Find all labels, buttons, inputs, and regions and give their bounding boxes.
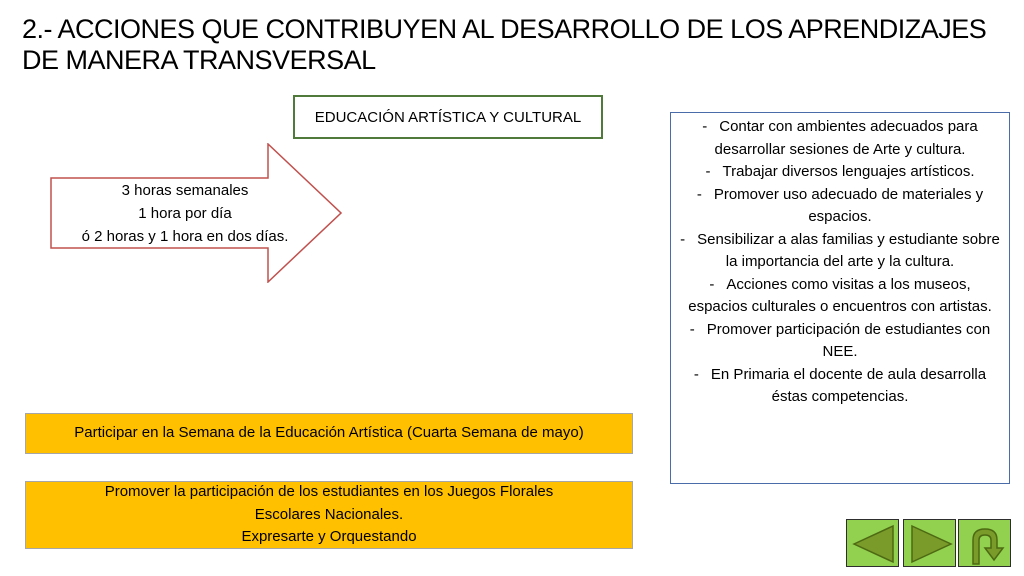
list-item: - Trabajar diversos lenguajes artísticos.: [679, 161, 1001, 184]
games-callout-line: Expresarte y Orquestando: [241, 528, 417, 546]
actions-list: [679, 116, 1001, 409]
subject-box: [293, 95, 603, 139]
schedule-arrow: [50, 143, 342, 283]
list-item: - Promover participación de estudiantes con NEE.: [679, 319, 1001, 364]
week-callout: [25, 413, 633, 454]
previous-button[interactable]: [846, 519, 899, 567]
next-button[interactable]: [903, 519, 956, 567]
list-item: - Acciones como visitas a los museos, espacios culturales o encuentros con artistas.: [679, 274, 1001, 319]
list-item: - Contar con ambientes adecuados para desarrollar sesiones de Arte y cultura.: [679, 116, 1001, 161]
left-triangle-icon: [847, 520, 900, 568]
schedule-text: [50, 179, 320, 248]
return-button[interactable]: [958, 519, 1011, 567]
schedule-line: ó 2 horas y 1 hora en dos días.: [81, 228, 289, 245]
subject-label: EDUCACIÓN ARTÍSTICA Y CULTURAL: [314, 108, 582, 126]
week-callout-text: Participar en la Semana de la Educación Artística (Cuarta Semana de mayo): [74, 424, 584, 442]
list-item: - Sensibilizar a alas familias y estudiante sobre la importancia del arte y la cultura.: [679, 229, 1001, 274]
schedule-line: 1 hora por día: [138, 205, 232, 222]
list-item: - En Primaria el docente de aula desarrolla éstas competencias.: [679, 364, 1001, 409]
u-turn-arrow-icon: [959, 520, 1012, 568]
games-callout-line: Promover la participación de los estudiantes en los Juegos Florales: [104, 483, 554, 501]
slide-title: 2.- ACCIONES QUE CONTRIBUYEN AL DESARROLLO DE LOS APRENDIZAJES DE MANERA TRANSVERSAL: [22, 14, 987, 75]
schedule-line: 3 horas semanales: [121, 182, 249, 199]
list-item: - Promover uso adecuado de materiales y espacios.: [679, 184, 1001, 229]
right-triangle-icon: [904, 520, 957, 568]
games-callout: [25, 481, 633, 549]
actions-list-box: [670, 112, 1010, 484]
games-callout-line: Escolares Nacionales.: [254, 505, 404, 523]
